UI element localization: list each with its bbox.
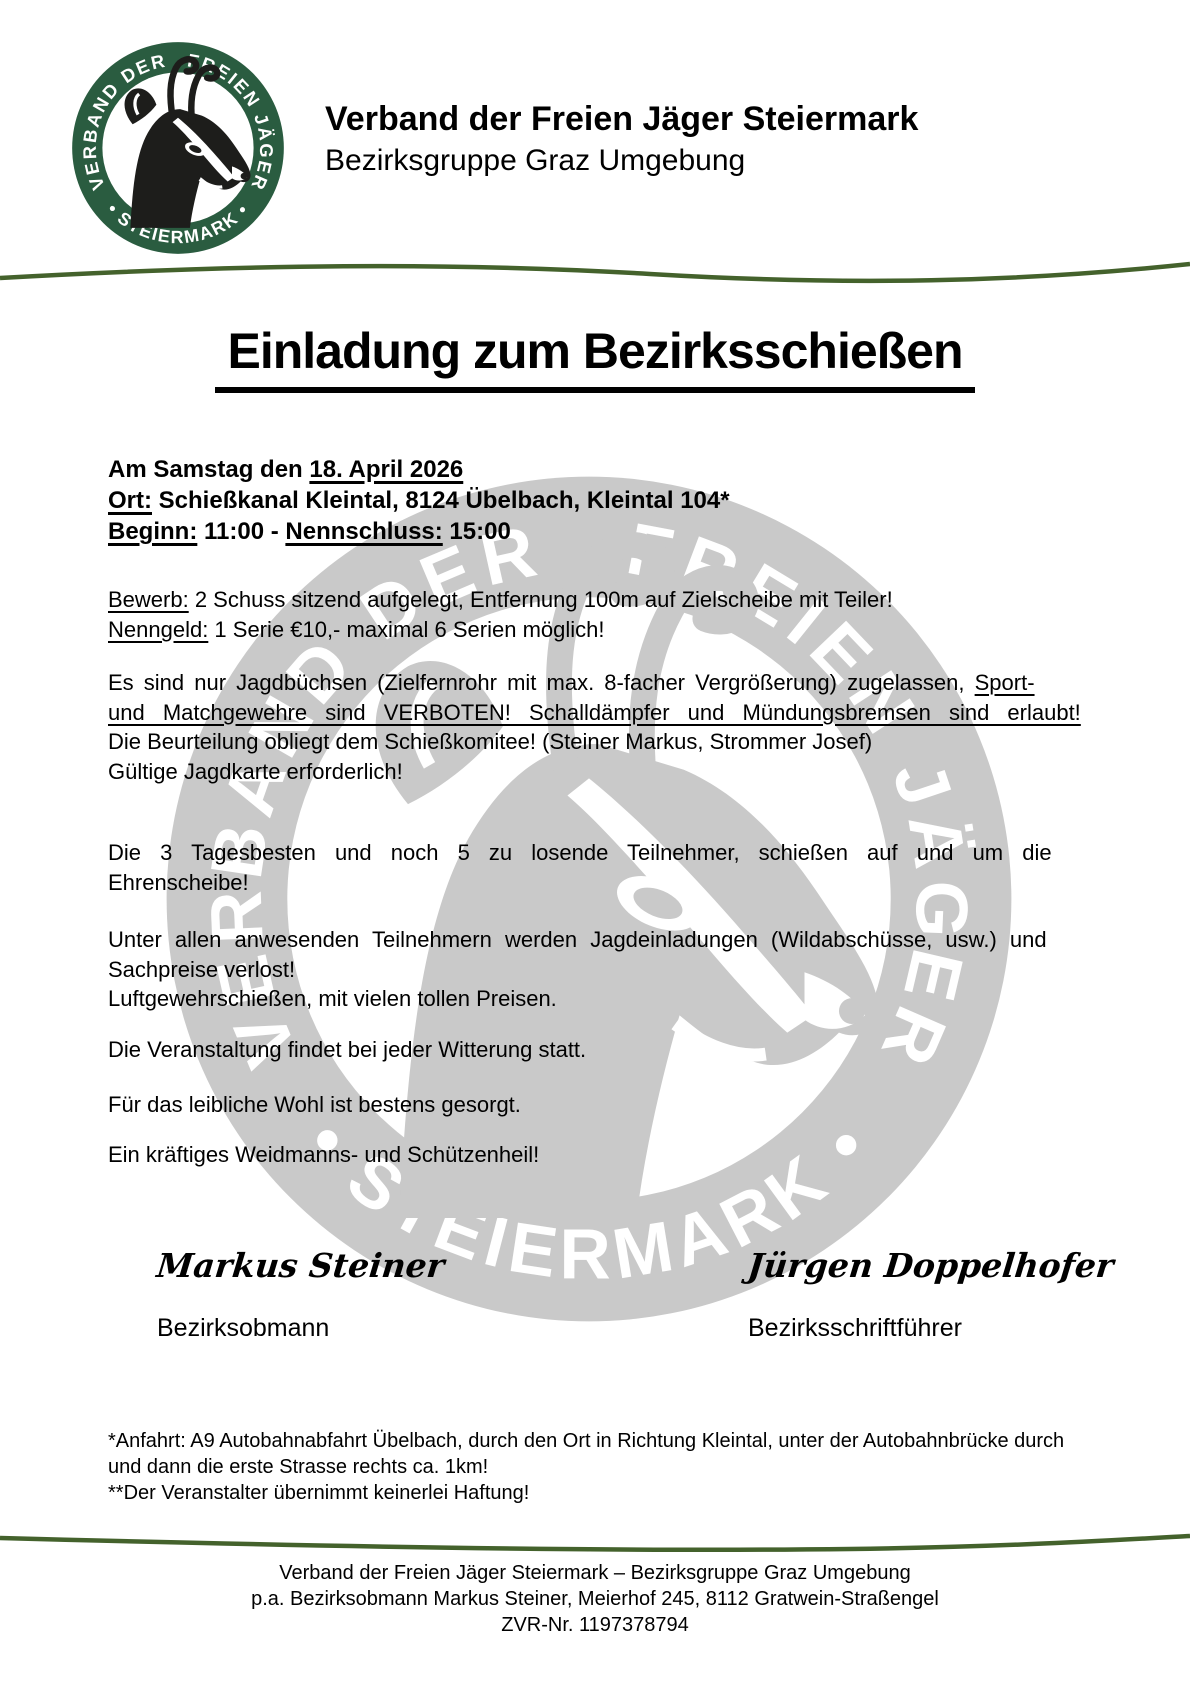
- paragraph-prizes: Unter allen anwesenden Teilnehmern werden Jagdeinladungen (Wildabschüsse, usw.) und Sachpreise verlost! Luftgewehrschießen, mit vielen tollen Preisen.: [108, 927, 1047, 1011]
- document-title: Einladung zum Bezirksschießen: [0, 322, 1190, 380]
- event-details: Am Samstag den 18. April 2026 Ort: Schießkanal Kleintal, 8124 Übelbach, Kleintal 104* Beginn: 11:00 - Nennschluss: 15:00: [108, 456, 730, 545]
- footnotes: *Anfahrt: A9 Autobahnabfahrt Übelbach, durch den Ort in Richtung Kleintal, unter der Autobahnbrücke durch und dann die erste Strasse rechts ca. 1km! **Der Veranstalter übernimmt keinerlei Haftung!: [108, 1430, 1065, 1504]
- paragraph-rules: Es sind nur Jagdbüchsen (Zielfernrohr mit max. 8-facher Vergrößerung) zugelassen, Sport- und Matchgewehre sind VERBOTEN! Schalldämpfer und Mündungsbremsen sind erlaubt! Die Beurteilung obliegt dem Schießkomitee! (Steiner Markus, Strommer Josef) Gültige Jagdkarte erforderlich!: [108, 670, 1081, 784]
- signature-role-right: Bezirksschriftführer: [748, 1314, 962, 1342]
- organization-name: Verband der Freien Jäger Steiermark: [325, 100, 919, 138]
- organization-subtitle: Bezirksgruppe Graz Umgebung: [325, 144, 746, 177]
- paragraph-ehrenscheibe: Die 3 Tagesbesten und noch 5 zu losende Teilnehmer, schießen auf und um die Ehrenscheibe!: [108, 840, 1052, 895]
- paragraph-competition: Bewerb: 2 Schuss sitzend aufgelegt, Entfernung 100m auf Zielscheibe mit Teiler! Nenngeld: 1 Serie €10,- maximal 6 Serien möglich!: [108, 587, 893, 642]
- paragraph-greeting: Ein kräftiges Weidmanns- und Schützenheil!: [108, 1142, 540, 1167]
- footer-divider-line: [0, 1526, 1190, 1560]
- association-logo: [70, 40, 286, 256]
- paragraph-catering: Für das leibliche Wohl ist bestens gesorgt.: [108, 1092, 521, 1117]
- signature-right: Jürgen Doppelhofer: [745, 1246, 1116, 1285]
- signature-left: Markus Steiner: [154, 1246, 447, 1285]
- footer-address-line: p.a. Bezirksobmann Markus Steiner, Meierhof 245, 8112 Gratwein-Straßengel: [251, 1588, 939, 1610]
- top-divider-line: [0, 250, 1190, 294]
- footer-zvr-line: ZVR-Nr. 1197378794: [501, 1614, 689, 1636]
- signature-role-left: Bezirksobmann: [157, 1314, 330, 1342]
- letter-footer: [0, 1560, 1190, 1638]
- footer-org-line: Verband der Freien Jäger Steiermark – Bezirksgruppe Graz Umgebung: [279, 1562, 911, 1584]
- paragraph-weather: Die Veranstaltung findet bei jeder Witterung statt.: [108, 1037, 587, 1062]
